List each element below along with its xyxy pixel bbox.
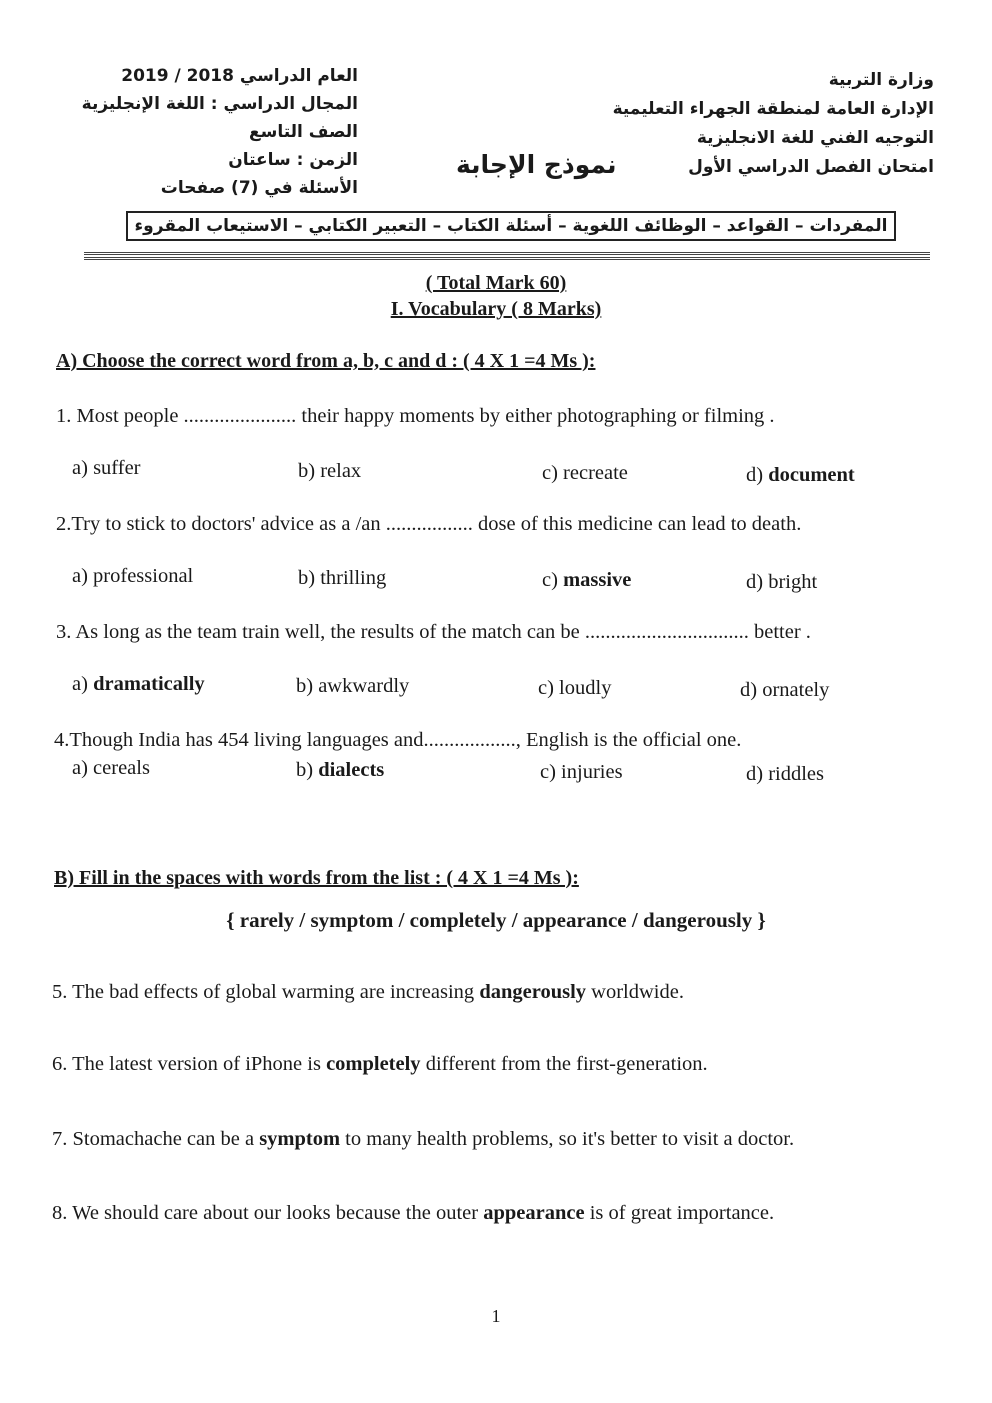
- sentence-5: [52, 981, 684, 1004]
- question-4: 4.Though India has 454 living languages and.................., English is the official one.: [54, 729, 742, 751]
- s8-answer: appearance: [483, 1202, 585, 1224]
- header-ministry-block: [613, 66, 934, 182]
- sentence-7: [52, 1128, 794, 1151]
- q3-option-c: c) loudly: [538, 677, 612, 699]
- q1-option-a-prefix: a): [72, 457, 94, 479]
- exam-duration: الزمن : ساعتان: [228, 150, 358, 170]
- grade-level: الصف التاسع: [249, 122, 358, 142]
- s5-after: worldwide.: [586, 981, 684, 1003]
- q1-option-a: [72, 457, 141, 480]
- q4-answer-dialects: dialects: [318, 759, 385, 781]
- q4-option-a: a) cereals: [72, 757, 150, 779]
- s8-before: 8. We should care about our looks because the outer: [52, 1202, 484, 1224]
- question-1: 1. Most people ...................... their happy moments by either photographing or filming .: [56, 405, 775, 427]
- q1-option-a-word: suffer: [93, 457, 141, 479]
- question-3: 3. As long as the team train well, the results of the match can be ................................ better .: [56, 621, 811, 643]
- q4-option-b: [296, 759, 384, 782]
- q2-option-a: a) professional: [72, 565, 194, 587]
- s5-answer: dangerously: [479, 981, 587, 1003]
- q1-option-d-prefix: d): [746, 464, 769, 486]
- sentence-6: [52, 1053, 708, 1076]
- part-a-title: A) Choose the correct word from a, b, c and d : ( 4 X 1 =4 Ms ):: [56, 350, 596, 372]
- q2-option-d: d) bright: [746, 571, 818, 593]
- q2-answer-massive: massive: [563, 569, 632, 591]
- s6-answer: completely: [326, 1053, 421, 1075]
- q4-option-c: c) injuries: [540, 761, 623, 783]
- header-divider: [84, 252, 930, 260]
- s6-before: 6. The latest version of iPhone is: [52, 1053, 327, 1075]
- s6-after: different from the first-generation.: [420, 1053, 708, 1075]
- academic-year: العام الدراسي 2018 / 2019: [121, 66, 358, 86]
- ministry-name: وزارة التربية: [828, 70, 934, 90]
- subject-field: المجال الدراسي : اللغة الإنجليزية: [81, 94, 358, 114]
- q3-option-a-prefix: a): [72, 673, 94, 695]
- sentence-8: [52, 1202, 774, 1225]
- s7-before: 7. Stomachache can be a: [52, 1128, 260, 1150]
- q1-option-c: c) recreate: [542, 462, 628, 484]
- question-2: 2.Try to stick to doctors' advice as a /an ................. dose of this medicine can lead to death.: [56, 513, 802, 535]
- q3-option-b: b) awkwardly: [296, 675, 410, 697]
- s8-after: is of great importance.: [584, 1202, 775, 1224]
- q2-option-c: [542, 569, 631, 592]
- directorate-name: الإدارة العامة لمنطقة الجهراء التعليمية: [612, 99, 934, 119]
- part-b-title: B) Fill in the spaces with words from the list : ( 4 X 1 =4 Ms ):: [54, 867, 579, 889]
- q3-option-d: d) ornately: [740, 679, 830, 701]
- q4-option-d: d) riddles: [746, 763, 824, 785]
- answer-model-title: نموذج الإجابة: [456, 150, 617, 179]
- subjects-box: المفردات – القواعد – الوظائف اللغوية – أسئلة الكتاب – التعبير الكتابي – الاستيعاب المقروء: [126, 211, 896, 241]
- s7-answer: symptom: [259, 1128, 341, 1150]
- header-exam-info-block: [80, 62, 358, 202]
- total-mark: ( Total Mark 60): [425, 272, 567, 294]
- q3-answer-dramatically: dramatically: [93, 673, 205, 695]
- q2-option-c-prefix: c): [542, 569, 564, 591]
- q1-answer-document: document: [768, 464, 855, 486]
- s7-after: to many health problems, so it's better to visit a doctor.: [340, 1128, 795, 1150]
- supervision-name: التوجيه الفني للغة الانجليزية: [696, 128, 934, 148]
- page-number: 1: [491, 1306, 501, 1326]
- s5-before: 5. The bad effects of global warming are increasing: [52, 981, 480, 1003]
- q3-option-a: [72, 673, 205, 696]
- section-title: I. Vocabulary ( 8 Marks): [390, 298, 602, 320]
- q2-option-b: b) thrilling: [298, 567, 387, 589]
- exam-name: امتحان الفصل الدراسي الأول: [688, 157, 934, 177]
- q4-option-b-prefix: b): [296, 759, 319, 781]
- page-count: الأسئلة في (7) صفحات: [160, 178, 358, 198]
- word-list: { rarely / symptom / completely / appearance / dangerously }: [226, 908, 766, 932]
- q1-option-d: [746, 464, 855, 487]
- q1-option-b: b) relax: [298, 460, 362, 482]
